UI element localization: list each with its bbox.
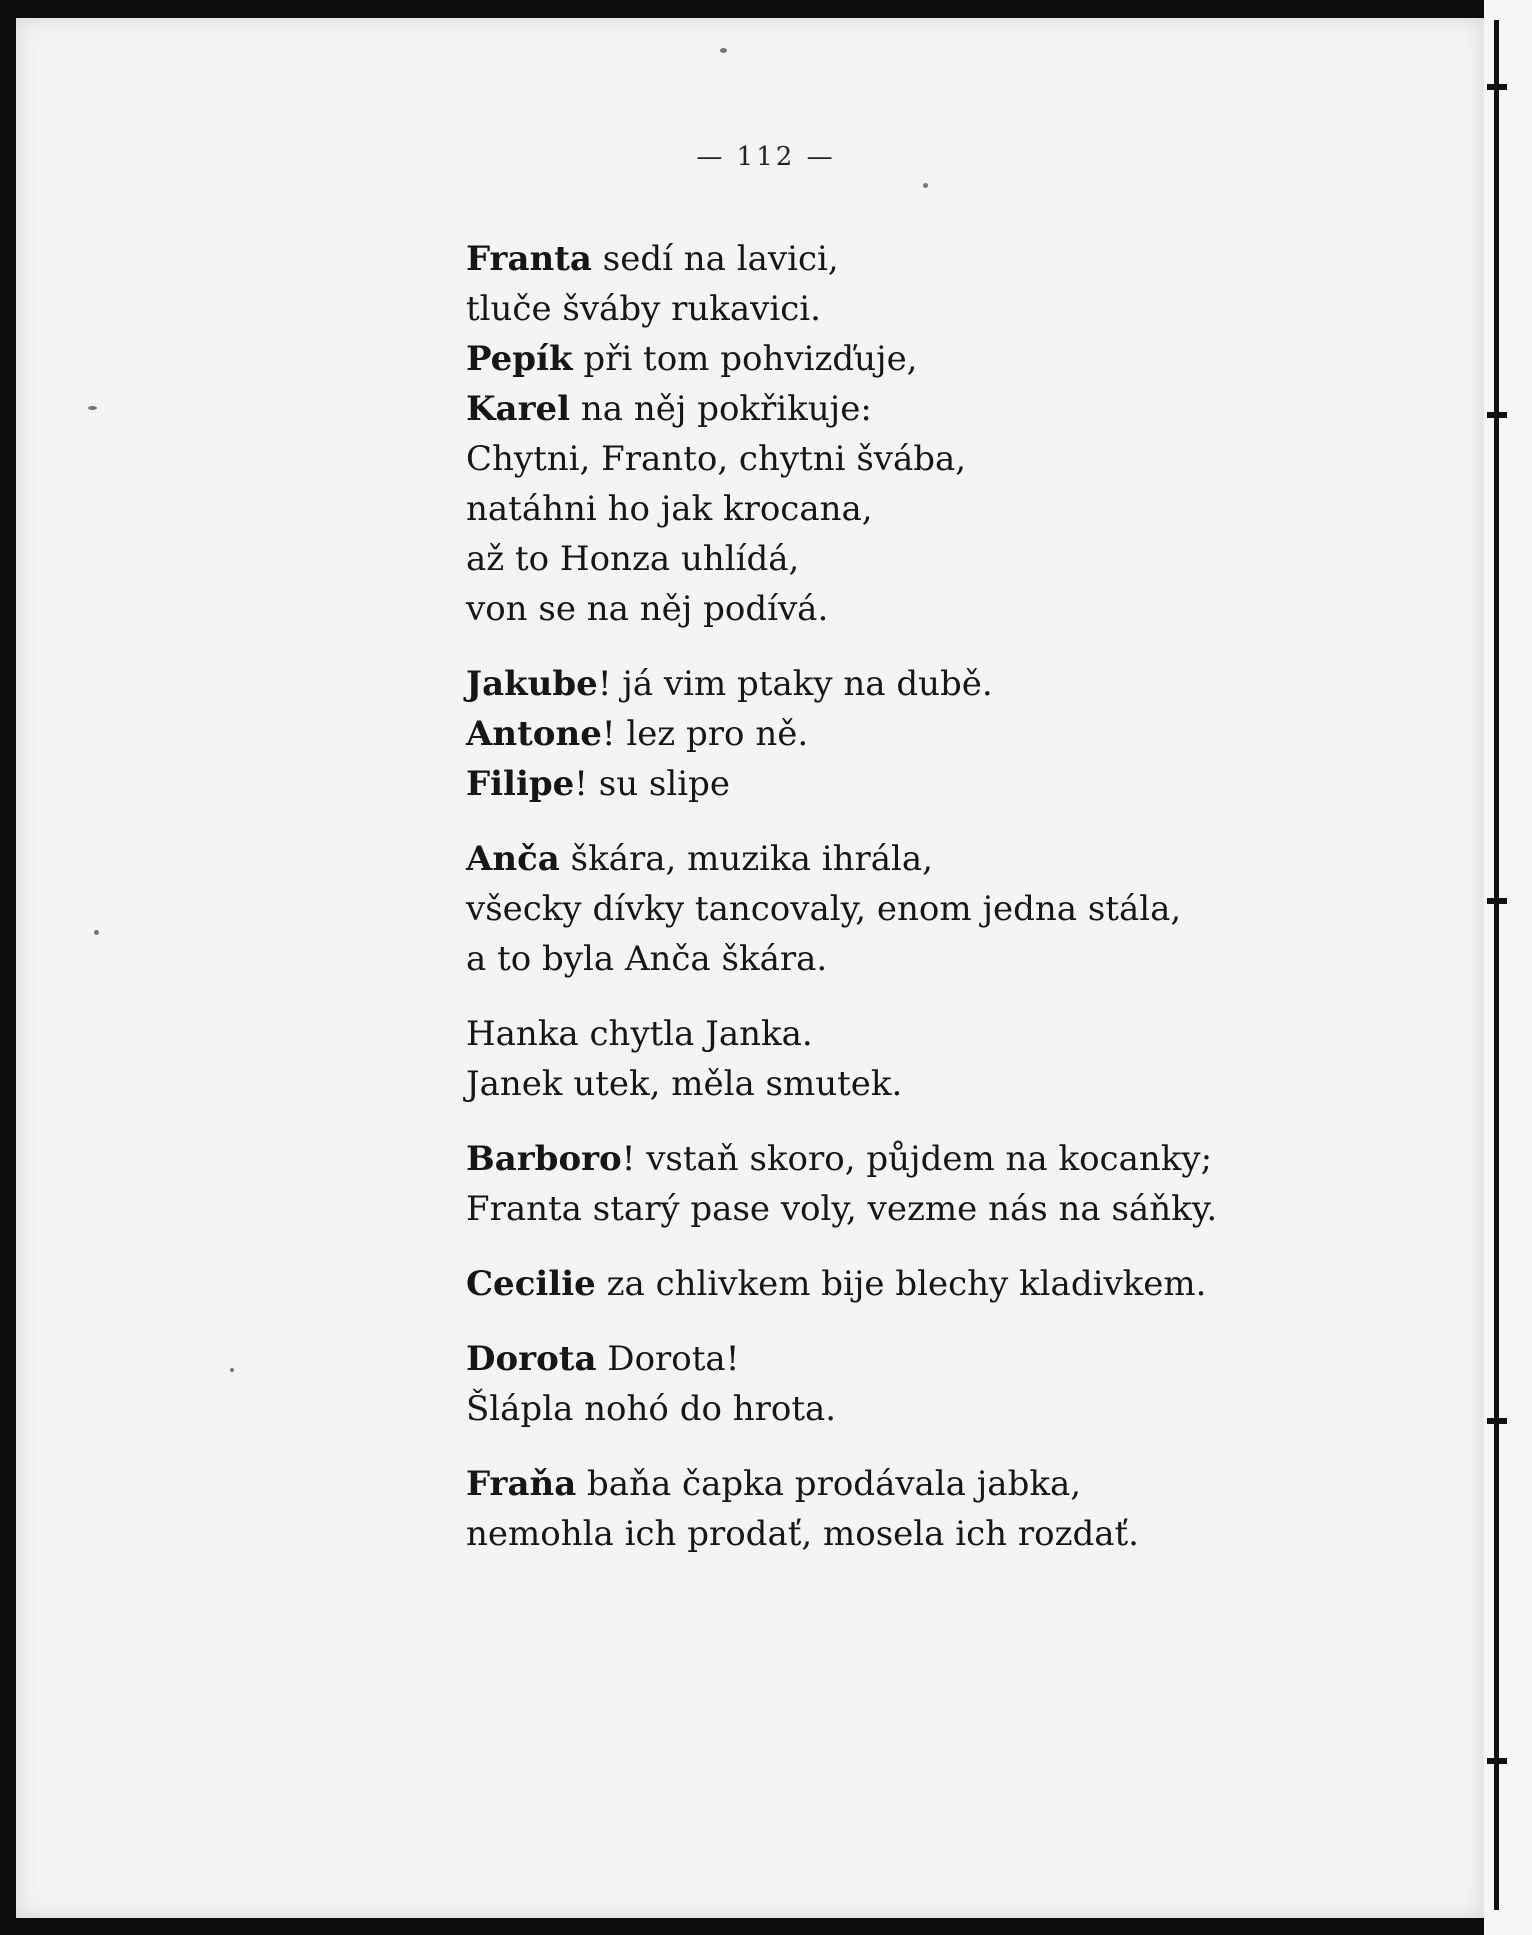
stanza [466,1009,1466,1109]
verse-text: von se na něj podívá. [466,589,829,629]
verse-line [466,1059,1466,1109]
stanza [466,834,1466,984]
verse-line [466,584,1466,634]
verse-text: natáhni ho jak krocana, [466,489,873,529]
verse-text: Chytni, Franto, chytni švába, [466,439,967,479]
verse-text: na něj pokřikuje: [570,389,872,429]
verse-text: všecky dívky tancovaly, enom jedna stála, [466,889,1182,929]
verse-text: Dorota! [596,1339,740,1379]
stanza [466,1259,1466,1309]
verse-text: až to Honza uhlídá, [466,539,800,579]
verse-text: Šlápla nohó do hrota. [466,1389,837,1429]
verse-line [466,934,1466,984]
verse-line [466,1334,1466,1384]
paper-speck [230,1368,234,1372]
verse-line [466,1259,1466,1309]
verse-line [466,1134,1466,1184]
binding-tick [1487,1758,1507,1764]
verse-text: ! vstaň skoro, půjdem na kocanky; [621,1139,1213,1179]
verse-line [466,1509,1466,1559]
verse-text: tluče šváby rukavici. [466,289,821,329]
verse-line [466,1184,1466,1234]
verse-text: Janek utek, měla smutek. [466,1064,903,1104]
binding-tick [1487,1418,1507,1424]
name-lead: Barboro [466,1139,622,1179]
paper-speck [923,183,928,188]
stanza [466,234,1466,634]
name-lead: Fraňa [466,1464,577,1504]
verse-text: za chlivkem bije blechy kladivkem. [595,1264,1207,1304]
verse-line [466,659,1466,709]
rhymes-text [466,234,1466,1559]
verse-line [466,1009,1466,1059]
verse-line [466,234,1466,284]
verse-line [466,334,1466,384]
verse-line [466,534,1466,584]
verse-line [466,1384,1466,1434]
verse-text: Franta starý pase voly, vezme nás na sáňky. [466,1189,1218,1229]
verse-line [466,709,1466,759]
stanza [466,1334,1466,1434]
verse-text: ! su slipe [574,764,731,804]
name-lead: Antone [466,714,602,754]
verse-line [466,1459,1466,1509]
name-lead: Franta [466,239,592,279]
stanza [466,659,1466,809]
stanza [466,1459,1466,1559]
verse-text: škára, muzika ihrála, [559,839,933,879]
paper-speck [94,930,99,935]
verse-line [466,484,1466,534]
verse-line [466,384,1466,434]
verse-line [466,434,1466,484]
binding-edge [1484,0,1532,1935]
binding-tick [1487,412,1507,418]
paper-speck [88,406,97,410]
binding-rule [1494,20,1499,1910]
verse-text: nemohla ich prodať, mosela ich rozdať. [466,1514,1139,1554]
verse-line [466,284,1466,334]
verse-text: a to byla Anča škára. [466,939,828,979]
paper-speck [720,48,727,53]
stanza [466,1134,1466,1234]
verse-text: ! lez pro ně. [601,714,809,754]
verse-text: sedí na lavici, [591,239,839,279]
verse-text: baňa čapka prodávala jabka, [576,1464,1082,1504]
name-lead: Karel [466,389,571,429]
name-lead: Jakube [466,664,598,704]
name-lead: Cecilie [466,1264,596,1304]
verse-text: při tom pohvizďuje, [572,339,918,379]
name-lead: Filipe [466,764,575,804]
verse-text: Hanka chytla Janka. [466,1014,813,1054]
name-lead: Dorota [466,1339,597,1379]
page-number: — 112 — [696,142,836,172]
name-lead: Anča [466,839,560,879]
verse-text: ! já vim ptaky na dubě. [597,664,993,704]
verse-line [466,834,1466,884]
name-lead: Pepík [466,339,573,379]
verse-line [466,759,1466,809]
binding-tick [1487,84,1507,90]
verse-line [466,884,1466,934]
binding-tick [1487,898,1507,904]
